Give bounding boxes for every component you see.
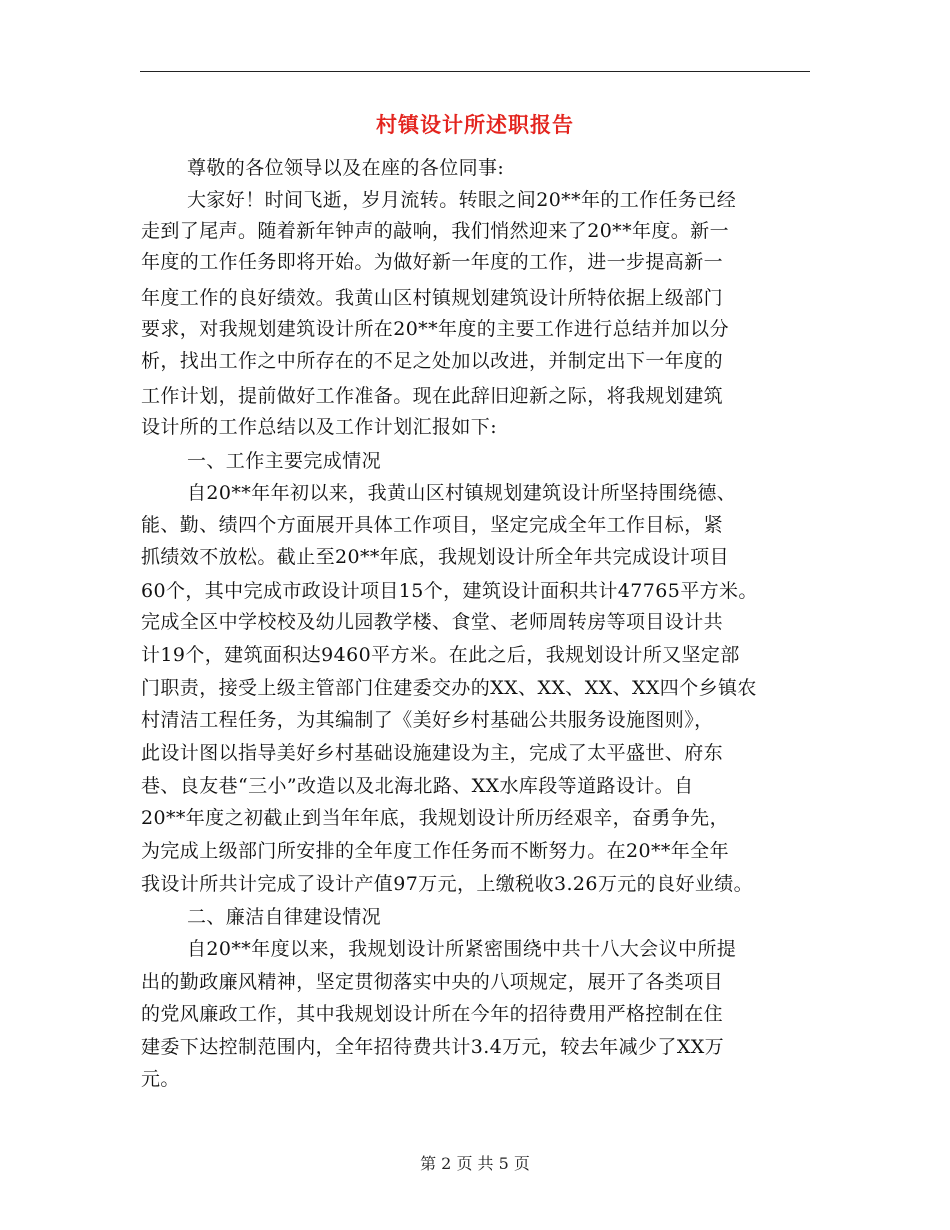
paragraph-line: 设计所的工作总结以及工作计划汇报如下:: [141, 416, 498, 438]
paragraph-line: 走到了尾声。随着新年钟声的敲响，我们悄然迎来了20**年度。新一: [141, 220, 729, 242]
section-heading: 一、工作主要完成情况: [187, 450, 382, 472]
paragraph-line: 工作计划，提前做好工作准备。现在此辞旧迎新之际，将我规划建筑: [141, 385, 724, 407]
paragraph-line: 我设计所共计完成了设计产值97万元，上缴税收3.26万元的良好业绩。: [141, 873, 754, 895]
paragraph-line: 20**年度之初截止到当年年底，我规划设计所历经艰辛，奋勇争先，: [141, 807, 729, 829]
paragraph-line: 要求，对我规划建筑设计所在20**年度的主要工作进行总结并加以分: [141, 318, 729, 340]
salutation-line: 尊敬的各位领导以及在座的各位同事:: [187, 157, 505, 179]
paragraph-line: 抓绩效不放松。截止至20**年底，我规划设计所全年共完成设计项目: [141, 546, 729, 568]
paragraph-line: 60个，其中完成市政设计项目15个，建筑设计面积共计47765平方米。: [141, 580, 758, 602]
paragraph-line: 的党风廉政工作，其中我规划设计所在今年的招待费用严格控制在住: [141, 1003, 724, 1025]
paragraph-line: 年度的工作任务即将开始。为做好新一年度的工作，进一步提高新一: [141, 251, 724, 273]
paragraph-line: 此设计图以指导美好乡村基础设施建设为主，完成了太平盛世、府东: [141, 742, 724, 764]
page-number-footer: 第 2 页 共 5 页: [420, 1154, 530, 1173]
paragraph-line: 完成全区中学校校及幼儿园教学楼、食堂、老师周转房等项目设计共: [141, 611, 724, 633]
paragraph-line: 大家好！时间飞逝，岁月流转。转眼之间20**年的工作任务已经: [187, 189, 737, 211]
paragraph-line: 门职责，接受上级主管部门住建委交办的XX、XX、XX、XX四个乡镇农: [141, 677, 757, 699]
paragraph-line: 建委下达控制范围内，全年招待费共计3.4万元，较去年减少了XX万: [141, 1036, 725, 1058]
paragraph-line: 元。: [141, 1068, 180, 1090]
section-heading: 二、廉洁自律建设情况: [187, 906, 382, 928]
paragraph-line: 村清洁工程任务，为其编制了《美好乡村基础公共服务设施图则》，: [141, 709, 714, 731]
document-title: 村镇设计所述职报告: [376, 112, 574, 137]
header-rule: [140, 71, 810, 72]
paragraph-line: 出的勤政廉风精神，坚定贯彻落实中央的八项规定，展开了各类项目: [141, 971, 724, 993]
paragraph-line: 年度工作的良好绩效。我黄山区村镇规划建筑设计所特依据上级部门: [141, 287, 724, 309]
paragraph-line: 计19个，建筑面积达9460平方米。在此之后，我规划设计所又坚定部: [141, 644, 740, 666]
paragraph-line: 为完成上级部门所安排的全年度工作任务而不断努力。在20**年全年: [141, 840, 729, 862]
paragraph-line: 能、勤、绩四个方面展开具体工作项目，坚定完成全年工作目标，紧: [141, 514, 724, 536]
paragraph-line: 巷、良友巷“三小”改造以及北海北路、XX水库段等道路设计。自: [141, 775, 694, 797]
paragraph-line: 析，找出工作之中所存在的不足之处加以改进，并制定出下一年度的: [141, 350, 724, 372]
paragraph-line: 自20**年年初以来，我黄山区村镇规划建筑设计所坚持围绕德、: [187, 482, 737, 504]
paragraph-line: 自20**年度以来，我规划设计所紧密围绕中共十八大会议中所提: [187, 938, 737, 960]
